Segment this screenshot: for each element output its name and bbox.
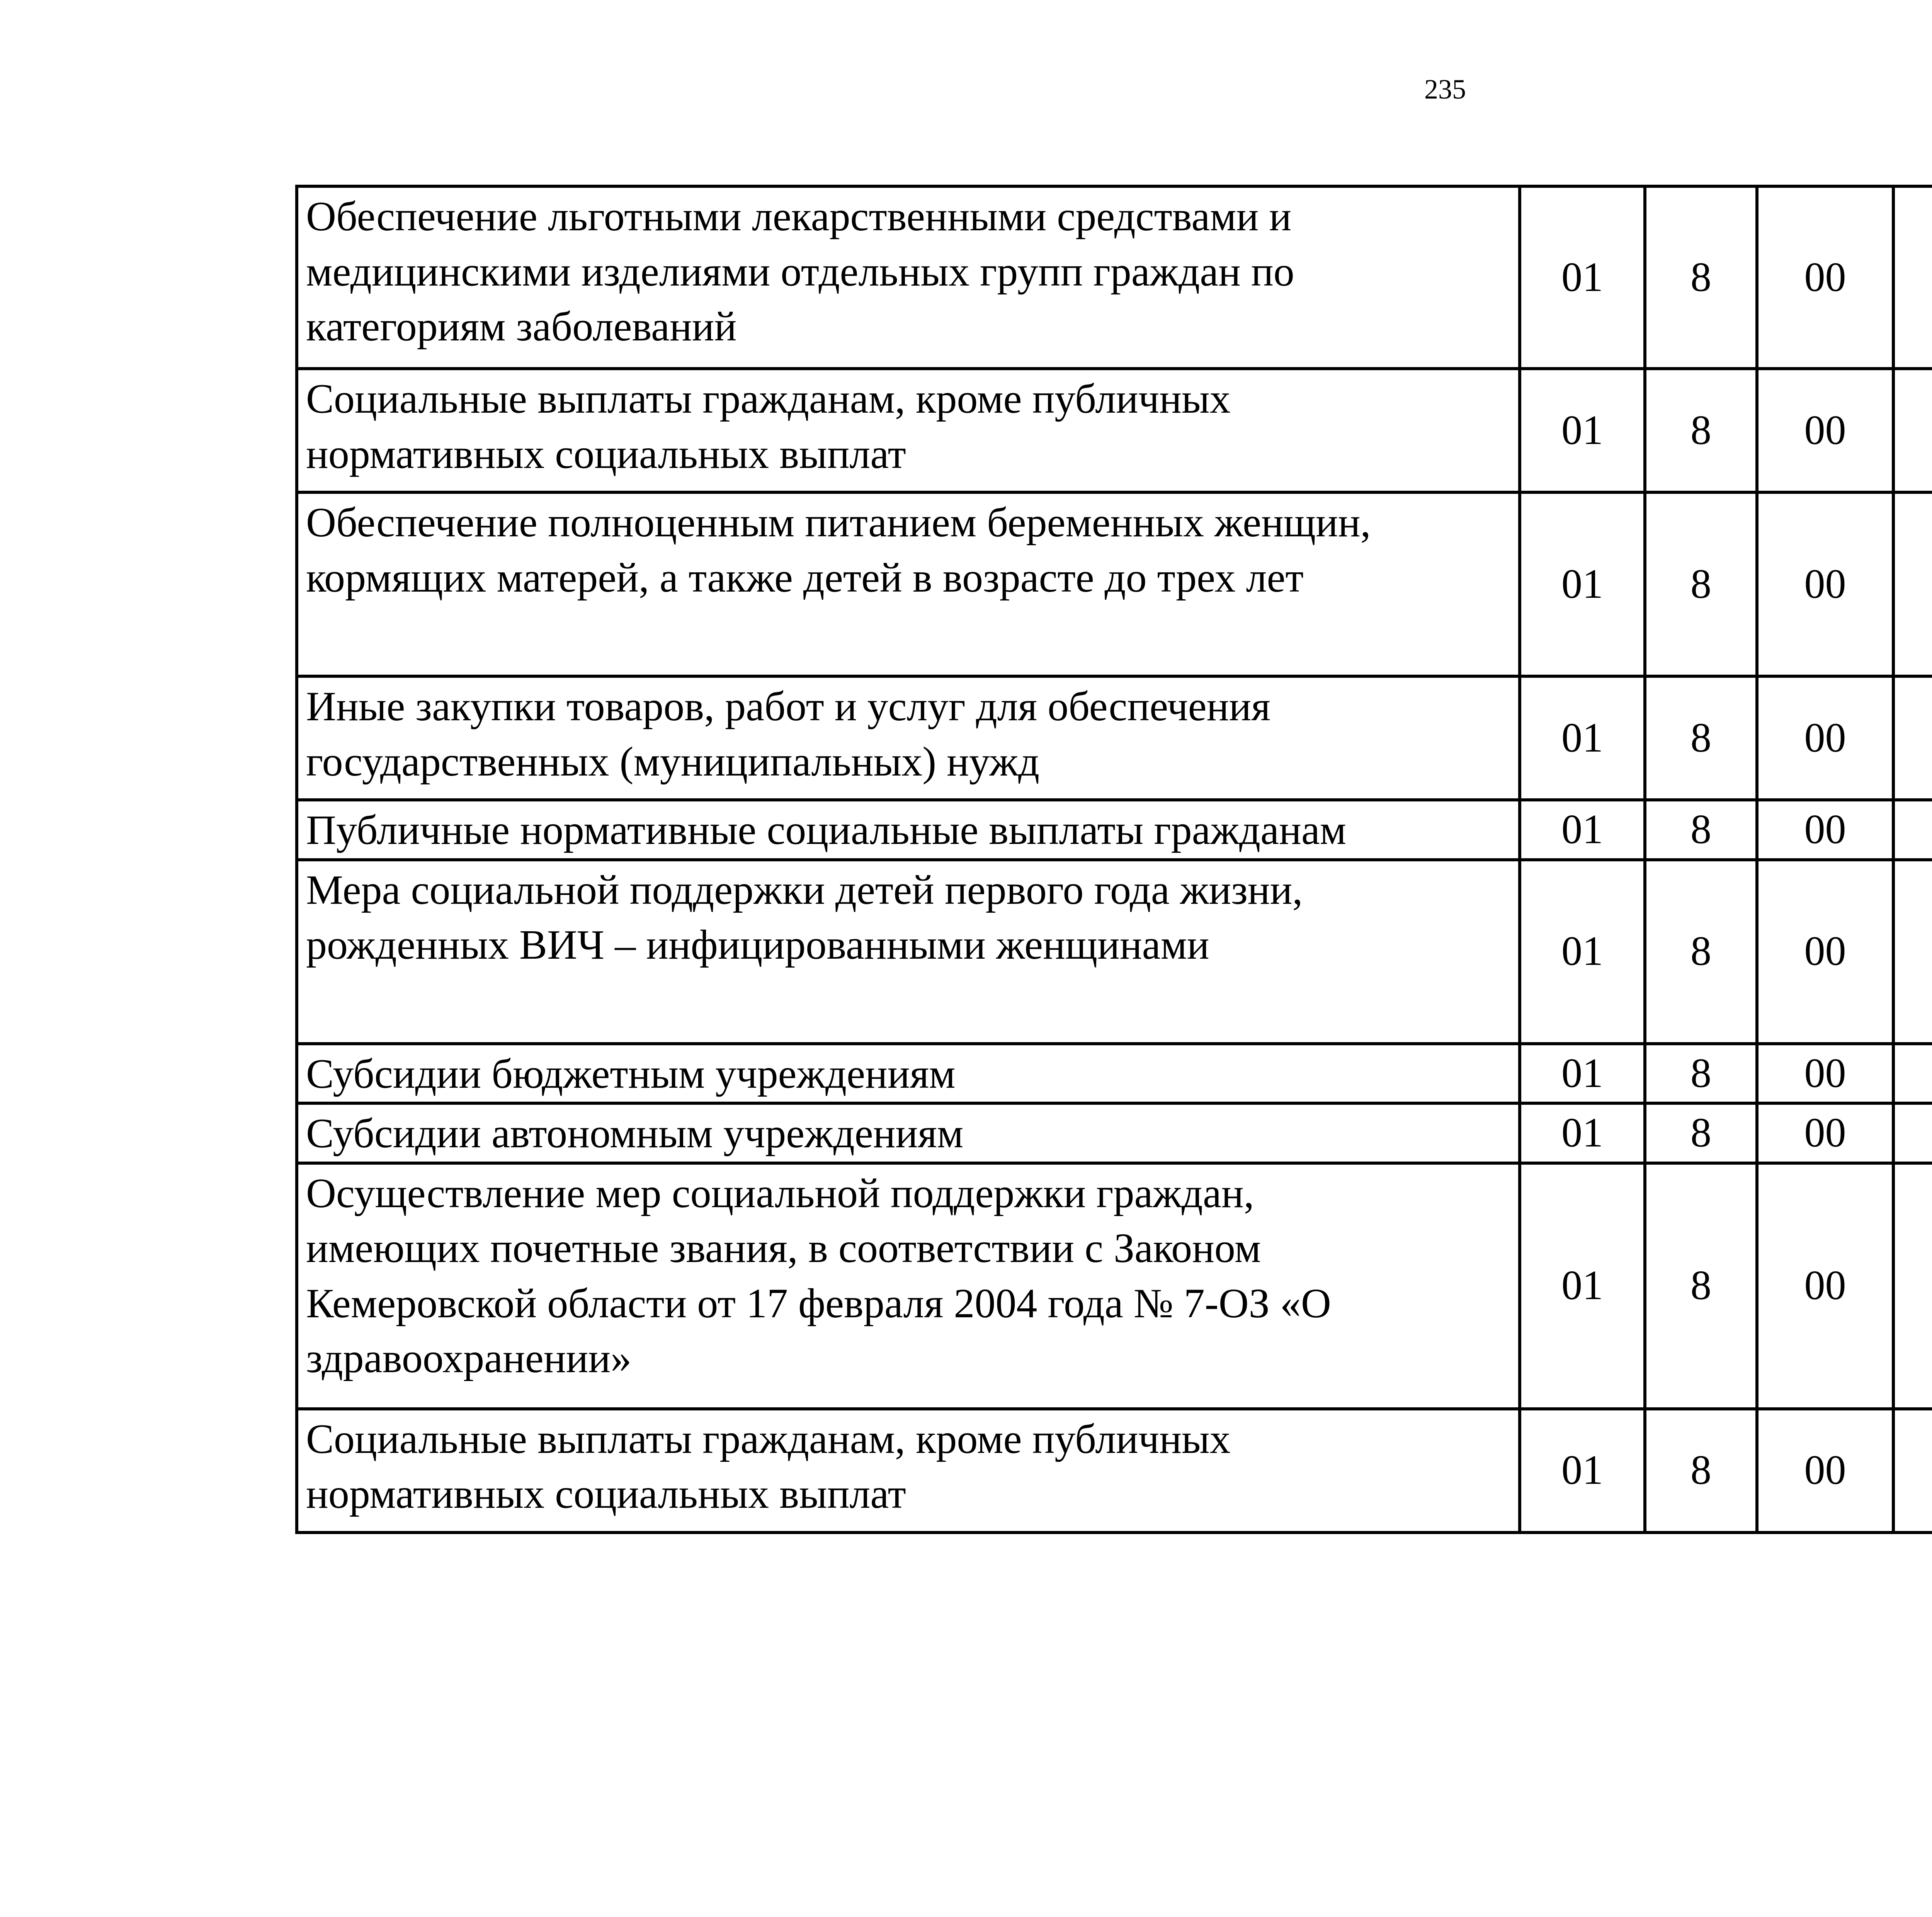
cell-name [297,1409,1520,1533]
cell-direction [1893,186,1932,369]
cell-name-line: Обеспечение полноценным питанием беременных женщин, [306,500,1371,546]
cell-main-event: 00 [1757,1103,1893,1163]
cell-direction [1893,676,1932,800]
cell-name [297,860,1520,1044]
cell-program: 01 [1520,1044,1645,1104]
cell-name [297,800,1520,860]
cell-main-event: 00 [1757,1409,1893,1533]
table-row [297,186,1932,369]
cell-name-line: категориям заболеваний [306,304,737,350]
cell-name-line: рожденных ВИЧ – инфицированными женщинами [306,922,1209,968]
table-row [297,800,1932,860]
cell-direction [1893,492,1932,676]
table-row [297,1163,1932,1409]
cell-name-line: Кемеровской области от 17 февраля 2004 года № 7-ОЗ «О [306,1280,1331,1327]
cell-program: 01 [1520,369,1645,492]
cell-name [297,1163,1520,1409]
cell-main-event: 00 [1757,369,1893,492]
cell-subprogram: 8 [1645,1409,1757,1533]
table-row [297,492,1932,676]
table-row [297,1044,1932,1104]
cell-program: 01 [1520,492,1645,676]
cell-subprogram: 8 [1645,800,1757,860]
cell-direction [1893,1409,1932,1533]
cell-direction [1893,800,1932,860]
cell-program: 01 [1520,800,1645,860]
cell-program: 01 [1520,1103,1645,1163]
cell-name [297,186,1520,369]
cell-name-line: нормативных социальных выплат [306,1471,906,1517]
cell-name-line: кормящих матерей, а также детей в возрасте до трех лет [306,555,1304,601]
table-row [297,676,1932,800]
budget-table [295,185,1932,1534]
cell-subprogram: 8 [1645,369,1757,492]
cell-name-line: Осуществление мер социальной поддержки граждан, [306,1170,1254,1216]
cell-main-event: 00 [1757,1044,1893,1104]
cell-main-event: 00 [1757,860,1893,1044]
cell-name-line: Субсидии автономным учреждениям [306,1111,964,1157]
cell-name-line: Социальные выплаты гражданам, кроме публичных [306,1416,1231,1462]
cell-subprogram: 8 [1645,492,1757,676]
cell-name-line: Иные закупки товаров, работ и услуг для обеспечения [306,684,1270,730]
table-row [297,1409,1932,1533]
cell-program: 01 [1520,1163,1645,1409]
cell-subprogram: 8 [1645,676,1757,800]
cell-subprogram: 8 [1645,860,1757,1044]
cell-direction [1893,860,1932,1044]
cell-name-line: Социальные выплаты гражданам, кроме публичных [306,376,1231,422]
cell-subprogram: 8 [1645,1044,1757,1104]
cell-name [297,492,1520,676]
table-row [297,369,1932,492]
table-row [297,1103,1932,1163]
cell-name-line: государственных (муниципальных) нужд [306,738,1040,785]
cell-main-event: 00 [1757,676,1893,800]
cell-name-line: Субсидии бюджетным учреждениям [306,1051,956,1097]
cell-name-line: медицинскими изделиями отдельных групп граждан по [306,248,1294,295]
cell-name [297,1044,1520,1104]
cell-name [297,676,1520,800]
cell-main-event: 00 [1757,800,1893,860]
cell-program: 01 [1520,186,1645,369]
cell-name [297,369,1520,492]
cell-program: 01 [1520,676,1645,800]
cell-name-line: Публичные нормативные социальные выплаты гражданам [306,807,1347,853]
cell-direction [1893,369,1932,492]
cell-main-event: 00 [1757,1163,1893,1409]
cell-direction [1893,1044,1932,1104]
cell-direction [1893,1103,1932,1163]
cell-name-line: здравоохранении» [306,1335,632,1382]
cell-name-line: Мера социальной поддержки детей первого года жизни, [306,867,1303,913]
cell-main-event: 00 [1757,492,1893,676]
cell-name-line: нормативных социальных выплат [306,431,906,477]
cell-subprogram: 8 [1645,186,1757,369]
page-number: 235 [1424,74,1466,105]
cell-direction [1893,1163,1932,1409]
cell-subprogram: 8 [1645,1163,1757,1409]
cell-name-line: Обеспечение льготными лекарственными средствами и [306,194,1292,240]
cell-name-line: имеющих почетные звания, в соответствии с Законом [306,1225,1261,1272]
cell-name [297,1103,1520,1163]
cell-main-event: 00 [1757,186,1893,369]
cell-program: 01 [1520,1409,1645,1533]
cell-program: 01 [1520,860,1645,1044]
table-body [297,186,1932,1533]
cell-subprogram: 8 [1645,1103,1757,1163]
table-row [297,860,1932,1044]
